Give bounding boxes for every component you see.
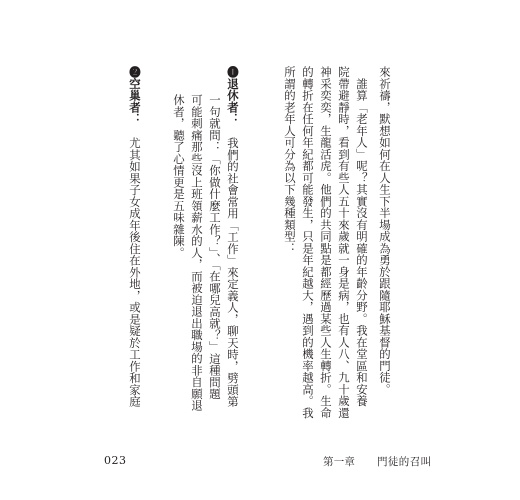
section-two-heading <box>128 66 142 125</box>
body-column-3: 院帶避靜時，看到有些人五十來歲就一身是病，也有人八、九十歲還 <box>337 66 351 419</box>
section-two-marker: ❷ <box>128 66 142 78</box>
section-two-term: 空巢者： <box>128 77 142 125</box>
section-one-column-1: 我們的社會常用「工作」來定義人，聊天時，劈頭第 <box>226 137 240 408</box>
section-one-column-3: 可能刺痛那些沒上班領薪水的人，而被迫退出職場的非自願退 <box>190 94 204 412</box>
body-column-5: 的轉折在任何年紀都可能發生，只是年紀越大，遇到的機率越高。我 <box>301 66 315 419</box>
section-one-column-2: 一句就問：「你做什麼工作？」、「在哪兒高就？」這種問題 <box>208 94 222 400</box>
body-column-1: 來祈禱，默想如何在人生下半場成為勇於跟隨耶穌基督的門徒。 <box>378 66 392 395</box>
section-one-heading <box>226 66 240 125</box>
section-two-column-1: 尤其如果子女成年後住在外地，或是疑於工作和家庭 <box>128 137 142 408</box>
chapter-title: 門徒的召叫 <box>377 456 432 468</box>
section-one-term: 退休者： <box>226 77 240 125</box>
section-one-column-4: 休者，聽了心情更是五味雜陳。 <box>172 94 186 259</box>
chapter-label: 第一章 <box>323 456 356 468</box>
section-one-marker: ❶ <box>226 66 240 78</box>
body-column-6: 所謂的老年人可分為以下幾種類型： <box>283 66 297 254</box>
page-number: 023 <box>104 454 127 467</box>
body-column-2: 誰算「老年人」呢？其實沒有明確的年齡分野。我在堂區和安養 <box>355 66 369 407</box>
body-column-4: 神采奕奕，生龍活虎。他們的共同點是都經歷過某些人生轉折。生命 <box>319 66 333 419</box>
